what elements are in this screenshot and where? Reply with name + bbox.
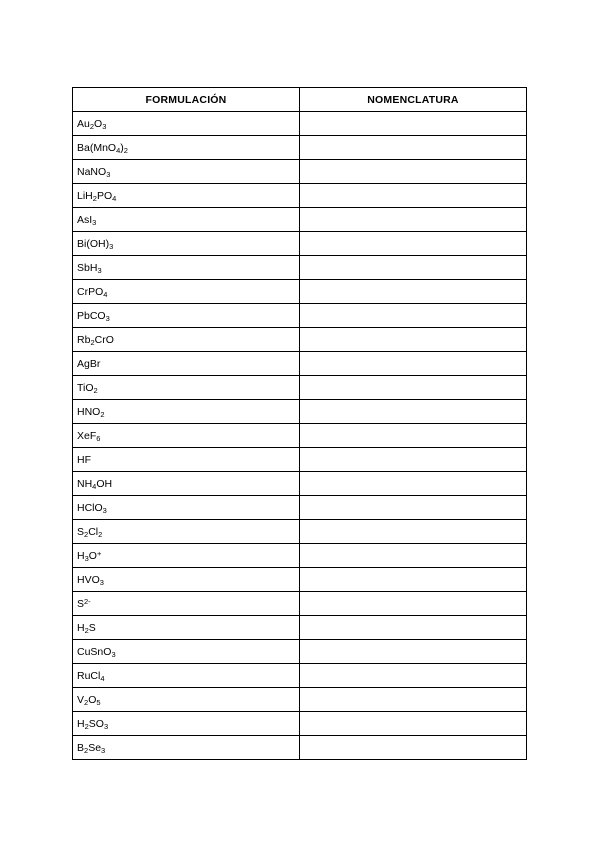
table-row bbox=[73, 256, 527, 280]
header-row bbox=[73, 88, 527, 112]
table-row bbox=[73, 616, 527, 640]
formula-cell: RuCl$_4$ bbox=[73, 664, 300, 688]
formula-cell: $S_2Cl_2$ bbox=[73, 520, 300, 544]
table-row bbox=[73, 280, 527, 304]
formula-cell: $HVO_3$ bbox=[73, 568, 300, 592]
nomenclature-answer-cell[interactable] bbox=[300, 472, 527, 496]
formula-cell: $Bi(OH)_3$ bbox=[73, 232, 300, 256]
formula-cell: HClO$_3$ bbox=[73, 496, 300, 520]
nomenclature-answer-cell[interactable] bbox=[300, 160, 527, 184]
header-formulacion: FORMULACIÓN bbox=[73, 88, 300, 112]
nomenclature-answer-cell[interactable] bbox=[300, 448, 527, 472]
table-row bbox=[73, 136, 527, 160]
nomenclature-answer-cell[interactable] bbox=[300, 640, 527, 664]
table-row bbox=[73, 640, 527, 664]
table-row bbox=[73, 568, 527, 592]
nomenclature-answer-cell[interactable] bbox=[300, 376, 527, 400]
formula-cell: $S^{2-}$ bbox=[73, 592, 300, 616]
nomenclature-answer-cell[interactable] bbox=[300, 664, 527, 688]
table-row bbox=[73, 376, 527, 400]
formula-cell: $Rb_2CrO$ bbox=[73, 328, 300, 352]
table-row bbox=[73, 664, 527, 688]
formula-cell: $H_2SO_3$ bbox=[73, 712, 300, 736]
nomenclature-answer-cell[interactable] bbox=[300, 304, 527, 328]
nomenclature-answer-cell[interactable] bbox=[300, 736, 527, 760]
table-row bbox=[73, 712, 527, 736]
table-row bbox=[73, 496, 527, 520]
nomenclature-answer-cell[interactable] bbox=[300, 544, 527, 568]
nomenclature-answer-cell[interactable] bbox=[300, 208, 527, 232]
formula-cell: $NH_4OH$ bbox=[73, 472, 300, 496]
nomenclature-answer-cell[interactable] bbox=[300, 400, 527, 424]
nomenclature-answer-cell[interactable] bbox=[300, 112, 527, 136]
nomenclature-answer-cell[interactable] bbox=[300, 712, 527, 736]
formula-cell: CuSnO$_3$ bbox=[73, 640, 300, 664]
nomenclature-answer-cell[interactable] bbox=[300, 520, 527, 544]
table-row bbox=[73, 472, 527, 496]
chemistry-worksheet-table bbox=[72, 87, 527, 760]
nomenclature-answer-cell[interactable] bbox=[300, 616, 527, 640]
nomenclature-answer-cell[interactable] bbox=[300, 136, 527, 160]
table-row bbox=[73, 304, 527, 328]
table-row bbox=[73, 544, 527, 568]
nomenclature-answer-cell[interactable] bbox=[300, 592, 527, 616]
table-body bbox=[73, 112, 527, 760]
formula-cell: AsI$_3$ bbox=[73, 208, 300, 232]
table-row bbox=[73, 424, 527, 448]
table-row bbox=[73, 400, 527, 424]
table-row bbox=[73, 328, 527, 352]
nomenclature-answer-cell[interactable] bbox=[300, 496, 527, 520]
nomenclature-answer-cell[interactable] bbox=[300, 352, 527, 376]
formula-cell: $HNO_2$ bbox=[73, 400, 300, 424]
formula-cell: $V_2O_5$ bbox=[73, 688, 300, 712]
formula-cell: $LiH_2PO_4$ bbox=[73, 184, 300, 208]
header-nomenclatura: NOMENCLATURA bbox=[300, 88, 527, 112]
table-row bbox=[73, 232, 527, 256]
table-row bbox=[73, 688, 527, 712]
nomenclature-answer-cell[interactable] bbox=[300, 424, 527, 448]
table-row bbox=[73, 160, 527, 184]
formula-cell: NaNO$_3$ bbox=[73, 160, 300, 184]
formula-cell: XeF$_6$ bbox=[73, 424, 300, 448]
nomenclature-answer-cell[interactable] bbox=[300, 256, 527, 280]
formula-cell: $H_3O^+$ bbox=[73, 544, 300, 568]
formula-cell: HF bbox=[73, 448, 300, 472]
nomenclature-answer-cell[interactable] bbox=[300, 184, 527, 208]
table-row bbox=[73, 208, 527, 232]
formula-cell: $Ba(MnO_4)_2$ bbox=[73, 136, 300, 160]
nomenclature-answer-cell[interactable] bbox=[300, 280, 527, 304]
table-row bbox=[73, 448, 527, 472]
table-row bbox=[73, 112, 527, 136]
formula-cell: SbH$_3$ bbox=[73, 256, 300, 280]
formula-cell: $H_2S$ bbox=[73, 616, 300, 640]
table-row bbox=[73, 520, 527, 544]
nomenclature-answer-cell[interactable] bbox=[300, 232, 527, 256]
table-row bbox=[73, 592, 527, 616]
table-row bbox=[73, 736, 527, 760]
table-row bbox=[73, 184, 527, 208]
formula-cell: AgBr bbox=[73, 352, 300, 376]
formula-cell: $B_2Se_3$ bbox=[73, 736, 300, 760]
formula-cell: CrPO$_4$ bbox=[73, 280, 300, 304]
formula-cell: $Au_2O_3$ bbox=[73, 112, 300, 136]
nomenclature-answer-cell[interactable] bbox=[300, 328, 527, 352]
formula-cell: PbCO$_3$ bbox=[73, 304, 300, 328]
table-row bbox=[73, 352, 527, 376]
formula-cell: TiO$_2$ bbox=[73, 376, 300, 400]
nomenclature-answer-cell[interactable] bbox=[300, 568, 527, 592]
nomenclature-answer-cell[interactable] bbox=[300, 688, 527, 712]
